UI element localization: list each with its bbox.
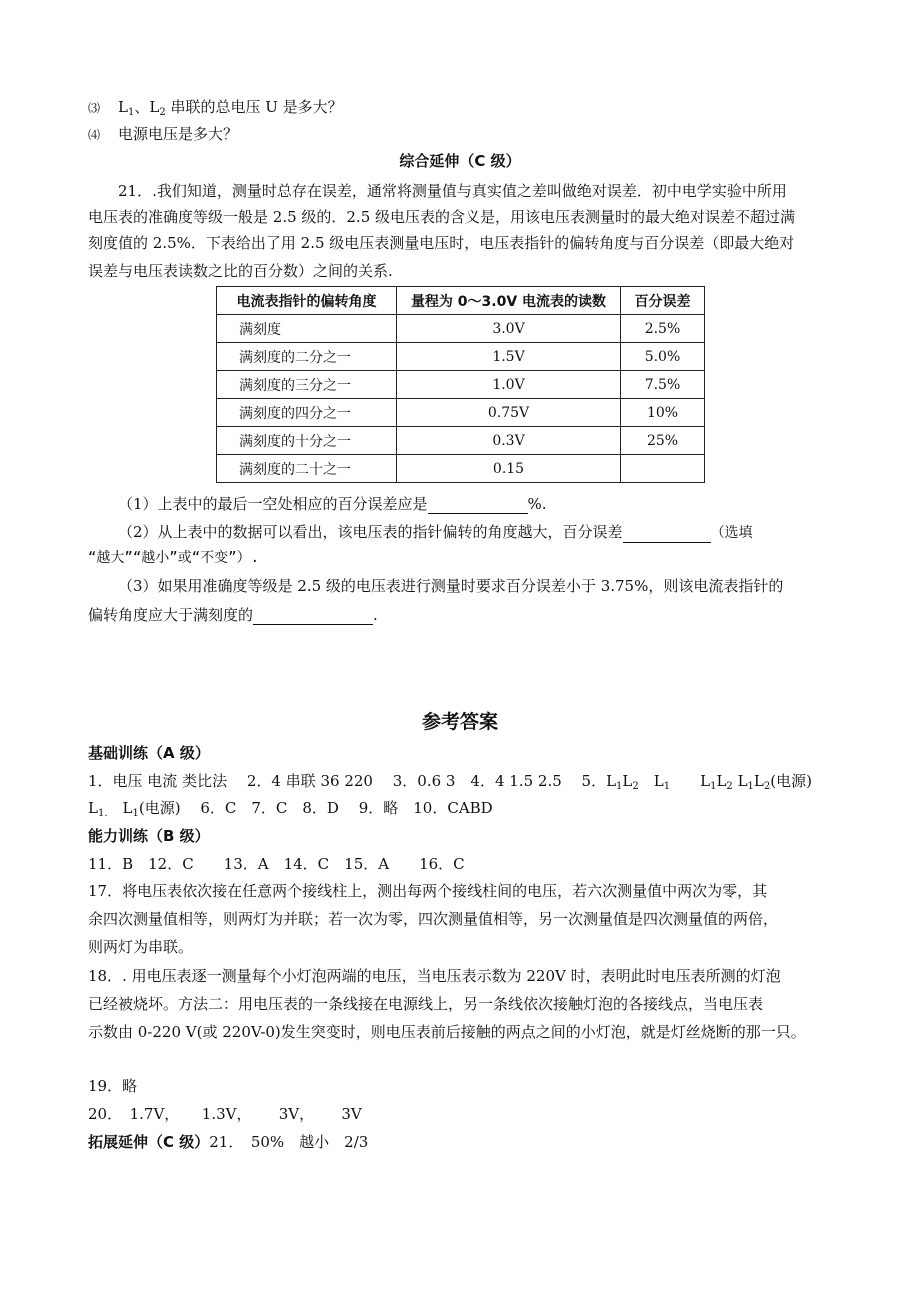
question-number: ⑶: [88, 101, 101, 115]
section-a-label: 基础训练（A 级）: [88, 744, 210, 762]
answer-17-line: 17．将电压表依次接在任意两个接线柱上，测出每两个接线柱间的电压，若六次测量值中两次为零，其: [88, 882, 768, 900]
q21-intro-line: 21．.我们知道，测量时总存在误差，通常将测量值与真实值之差叫做绝对误差．初中电学实验中所用: [118, 182, 787, 200]
section-c-label: 拓展延伸（C 级）: [88, 1133, 210, 1151]
table-cell: 满刻度的十分之一: [217, 427, 397, 455]
answer-blank[interactable]: [253, 608, 373, 625]
q21-intro-line: 误差与电压表读数之比的百分数）之间的关系.: [88, 262, 393, 280]
answer-19: 19．略: [88, 1077, 138, 1095]
table-cell: 满刻度的三分之一: [217, 371, 397, 399]
table-row: [217, 343, 705, 371]
answer-c-line: 拓展延伸（C 级）21． 50% 越小 2/3: [88, 1133, 369, 1151]
table-cell: 0.75V: [397, 399, 621, 427]
answer-line: 1．电压 电流 类比法 2．4 串联 36 220 3．0.6 3 4．4 1.5 2.5 5．$L_1L_2$ $L_1$ $L_1L_2$ $L_1L_2$(电源): [88, 772, 812, 792]
answer-17-line: 余四次测量值相等，则两灯为并联；若一次为零，四次测量值相等，另一次测量值是四次测量值的两倍，: [88, 910, 779, 928]
answer-20: 20． 1.7V， 1.3V， 3V， 3V: [88, 1105, 362, 1123]
table-row: [217, 371, 705, 399]
table-cell: 1.5V: [397, 343, 621, 371]
q21-sub3-line2: 偏转角度应大于满刻度的 .: [88, 606, 378, 624]
q21-sub3: （3）如果用准确度等级是 2.5 级的电压表进行测量时要求百分误差小于 3.75%，则该电流表指针的: [118, 577, 784, 595]
answers-title: 参考答案: [421, 711, 498, 733]
table-cell: 满刻度的四分之一: [217, 399, 397, 427]
answer-18-line: 已经被烧坏。方法二：用电压表的一条线接在电源线上，另一条线依次接触灯泡的各接线点，当电压表: [88, 995, 764, 1013]
table-cell: 1.0V: [397, 371, 621, 399]
answer-18-line: 18．. 用电压表逐一测量每个小灯泡两端的电压，当电压表示数为 220V 时，表明此时电压表所测的灯泡: [88, 967, 781, 985]
answer-line: 11．B 12．C 13．A 14．C 15．A 16．C: [88, 855, 465, 873]
table-header: 电流表指针的偏转角度: [217, 287, 397, 315]
q21-intro-line: 刻度值的 2.5%．下表给出了用 2.5 级电压表测量电压时，电压表指针的偏转角度与百分误差（即最大绝对: [88, 234, 795, 252]
q21-sub2-options: “越大”“越小”或“不变”）.: [88, 550, 260, 566]
answer-blank[interactable]: [428, 497, 528, 514]
answer-18-line: 示数由 0-220 V(或 220V-0)发生突变时，则电压表前后接触的两点之间的小灯泡，就是灯丝烧断的那一只。: [88, 1023, 806, 1041]
table-cell: 3.0V: [397, 315, 621, 343]
answer-blank[interactable]: [623, 526, 711, 543]
table-cell: 7.5%: [621, 371, 705, 399]
q21-intro-line: 电压表的准确度等级一般是 2.5 级的．2.5 级电压表的含义是，用该电压表测量时的最大绝对误差不超过满: [88, 208, 796, 226]
answer-17-line: 则两灯为串联。: [88, 938, 194, 956]
error-table: [216, 286, 705, 483]
q21-sub1: （1）上表中的最后一空处相应的百分误差应是 %.: [118, 495, 547, 513]
table-row: [217, 427, 705, 455]
question-3: ⑶ $L_1$、$L_2$ 串联的总电压 U 是多大？: [88, 98, 343, 118]
table-cell: 25%: [621, 427, 705, 455]
table-cell: 10%: [621, 399, 705, 427]
table-row: [217, 399, 705, 427]
table-header: 量程为 0～3.0V 电流表的读数: [397, 287, 621, 315]
table-cell: 0.3V: [397, 427, 621, 455]
table-header: 百分误差: [621, 287, 705, 315]
question-number: ⑷: [88, 128, 101, 142]
section-b-label: 能力训练（B 级）: [88, 827, 210, 845]
q21-sub2: （2）从上表中的数据可以看出，该电压表的指针偏转的角度越大，百分误差 （选填: [118, 523, 753, 541]
answer-line: $L_{1.}$ $L_1$(电源) 6．C 7．C 8．D 9．略 10．CABD: [88, 799, 493, 819]
table-row: [217, 455, 705, 483]
table-cell: [621, 455, 705, 483]
table-header-row: [217, 287, 705, 315]
table-cell: 满刻度: [217, 315, 397, 343]
section-title: 综合延伸（C 级）: [399, 152, 521, 170]
table-cell: 满刻度的二分之一: [217, 343, 397, 371]
table-cell: 满刻度的二十之一: [217, 455, 397, 483]
table-cell: 2.5%: [621, 315, 705, 343]
table-cell: 5.0%: [621, 343, 705, 371]
table-cell: 0.15: [397, 455, 621, 483]
question-4: ⑷ 电源电压是多大？: [88, 125, 239, 143]
table-row: [217, 315, 705, 343]
